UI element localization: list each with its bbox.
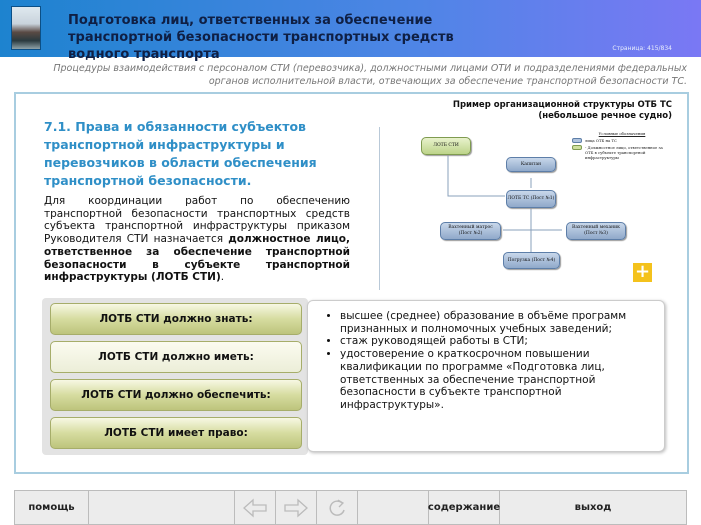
tab-has-right[interactable]: ЛОТБ СТИ имеет право: xyxy=(50,417,302,449)
para-bold: должностное лицо, ответственное за обеспечение транспортной безопасности в субъекте транспортной инфраструктуры (ЛОТБ СТИ) xyxy=(44,233,351,284)
exit-button[interactable]: выход xyxy=(574,502,612,513)
content-item: • удостоверение о краткосрочном повышении квалификации по программе «Подготовка лиц, ответственных за обеспечение транспортной безопасности в субъекте транспортной инфраструктуры». xyxy=(340,348,650,412)
para-end: . xyxy=(220,271,225,284)
para-text: Для координации работ по обеспечению транспортной безопасности транспортных средств субъекта транспортной инфраструктуры приказом Руководителя СТИ назначается xyxy=(44,195,350,246)
legend-blue-swatch xyxy=(572,138,582,143)
diagram-node-loading: Погрузка (Пост №4) xyxy=(503,252,560,269)
diagram-node-mechanic: Вахтенный механик (Пост №3) xyxy=(566,222,626,240)
back-button[interactable] xyxy=(235,491,276,524)
legend-green: - Должностное лицо, ответственное за ОТБ в субъекте транспортной инфраструктуры xyxy=(585,145,663,160)
tab-must-know[interactable]: ЛОТБ СТИ должно знать: xyxy=(50,303,302,335)
arrow-right-icon xyxy=(282,497,310,519)
diagram-title: Пример организационной структуры ОТБ ТС (небольшое речное судно) xyxy=(452,100,672,121)
reload-icon xyxy=(323,497,351,519)
diagram-node-captain: Капитан xyxy=(506,157,556,172)
section-subtitle: Процедуры взаимодействия с персоналом СТИ (перевозчика), должностными лицами ОТИ и подразделениями федеральных органов исполнительной власти, отвечающих за обеспечение транспортной безопасности ТС. xyxy=(53,63,687,87)
tab-must-have[interactable]: ЛОТБ СТИ должно иметь: xyxy=(50,341,302,373)
help-button[interactable]: помощь xyxy=(15,491,89,524)
footer-nav xyxy=(14,490,687,525)
footer-spacer xyxy=(89,491,235,524)
legend-green-swatch xyxy=(572,145,582,150)
page-counter: Страница: 415/834 xyxy=(612,45,672,52)
diagram-node-sailor: Вахтенный матрос (Пост №2) xyxy=(440,222,501,240)
legend-title: Условные обозначения xyxy=(598,131,646,136)
legend-blue: лица ОТБ на ТС xyxy=(585,138,617,143)
expand-plus-icon[interactable]: + xyxy=(634,261,651,282)
tabs-panel xyxy=(42,298,308,455)
content-item: • стаж руководящей работы в СТИ; xyxy=(340,335,650,348)
diagram-legend xyxy=(572,131,672,160)
content-item: • высшее (среднее) образование в объёме программ признанных и полномочных учебных заведений; xyxy=(340,310,650,335)
diagram-node-lotb-sti: ЛОТБ СТИ xyxy=(421,137,471,155)
footer-spacer-2 xyxy=(358,491,429,524)
course-title: Подготовка лиц, ответственных за обеспечение транспортной безопасности транспортных средств водного транспорта xyxy=(68,13,454,62)
contents-button[interactable]: содержание xyxy=(429,491,500,524)
tab-must-ensure[interactable]: ЛОТБ СТИ должно обеспечить: xyxy=(50,379,302,411)
tab-content xyxy=(307,300,665,452)
diagram-node-lotb-ts: ЛОТБ ТС (Пост №1) xyxy=(506,190,556,208)
reload-button[interactable] xyxy=(317,491,358,524)
forward-button[interactable] xyxy=(276,491,317,524)
arrow-left-icon xyxy=(241,497,269,519)
section-heading: 7.1. Права и обязанности субъектов транспортной инфраструктуры и перевозчиков в области обеспечения транспортной безопасности. xyxy=(44,119,317,188)
